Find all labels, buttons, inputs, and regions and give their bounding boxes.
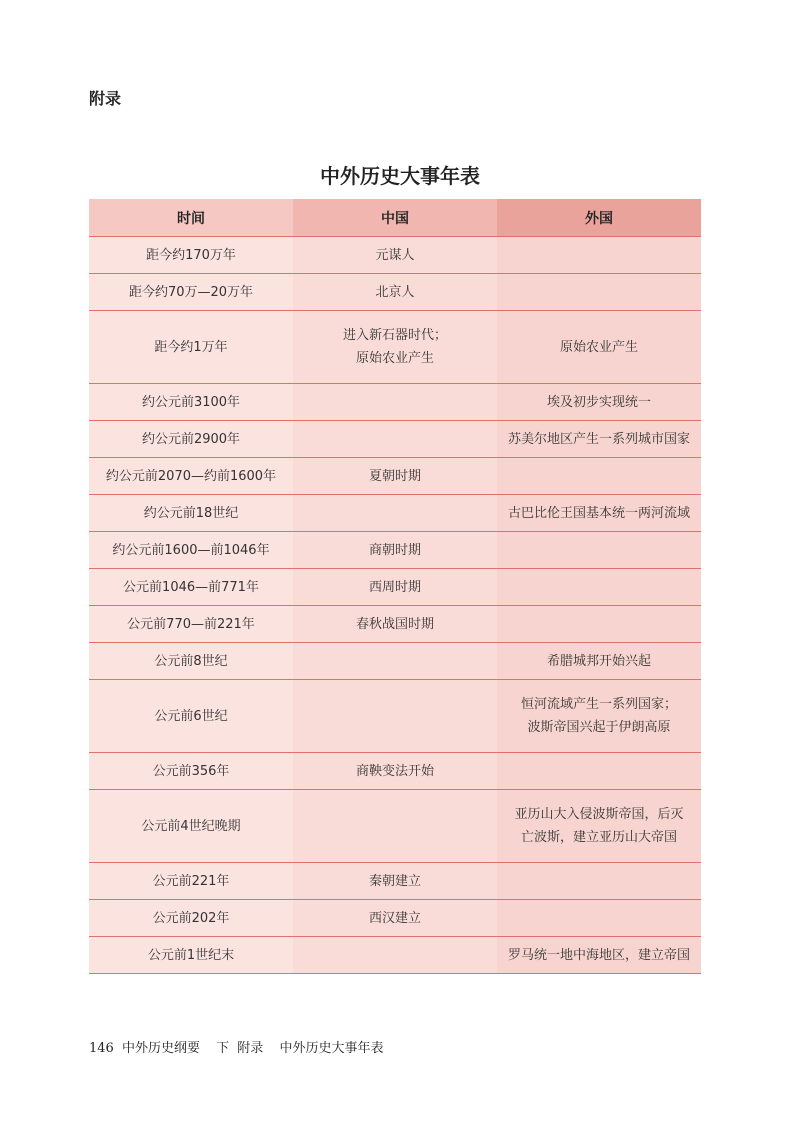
cell-foreign: [497, 606, 701, 643]
table-row: [89, 237, 701, 274]
cell-time: 公元前4世纪晚期: [89, 790, 293, 863]
cell-china: [293, 311, 497, 384]
table-row: [89, 863, 701, 900]
chronology-table: [89, 199, 701, 974]
cell-foreign-line: 恒河流域产生一系列国家；: [520, 697, 677, 712]
appendix-heading: 附录: [89, 89, 122, 108]
cell-foreign: [497, 863, 701, 900]
cell-time: 公元前202年: [89, 900, 293, 937]
cell-time: 公元前770—前221年: [89, 606, 293, 643]
cell-foreign-line: 原始农业产生: [559, 339, 638, 355]
cell-foreign: [497, 680, 701, 753]
table-row: [89, 753, 701, 790]
cell-foreign: [497, 900, 701, 937]
cell-foreign: [497, 937, 701, 974]
cell-foreign-line: 希腊城邦开始兴起: [546, 653, 651, 669]
cell-time: 公元前356年: [89, 753, 293, 790]
cell-time: 约公元前2900年: [89, 421, 293, 458]
cell-time: 约公元前1600—前1046年: [89, 532, 293, 569]
cell-foreign: [497, 311, 701, 384]
cell-china: [293, 680, 497, 753]
table-title: 中外历史大事年表: [320, 164, 480, 188]
cell-china: [293, 458, 497, 495]
cell-foreign-line: 亚历山大入侵波斯帝国，后灭: [514, 807, 684, 822]
table-row: [89, 311, 701, 384]
cell-china: [293, 937, 497, 974]
cell-china: [293, 384, 497, 421]
cell-time: 距今约1万年: [89, 311, 293, 384]
cell-china: [293, 606, 497, 643]
cell-foreign: [497, 753, 701, 790]
cell-china-line: 原始农业产生: [355, 351, 434, 366]
cell-china-line: 春秋战国时期: [355, 616, 434, 632]
cell-time: 公元前1世纪末: [89, 937, 293, 974]
cell-time: 公元前6世纪: [89, 680, 293, 753]
table-row: [89, 643, 701, 680]
cell-time: 公元前8世纪: [89, 643, 293, 680]
cell-foreign-line: 亡波斯，建立亚历山大帝国: [520, 830, 677, 845]
cell-china: [293, 753, 497, 790]
footer-volume: 下: [216, 1041, 230, 1056]
cell-china-line: 秦朝建立: [368, 873, 421, 889]
table-row: [89, 900, 701, 937]
cell-foreign: [497, 790, 701, 863]
cell-foreign: [497, 237, 701, 274]
table-row: [89, 495, 701, 532]
cell-china-line: 北京人: [375, 284, 415, 300]
cell-china: [293, 495, 497, 532]
column-header-china: 中国: [293, 199, 497, 237]
cell-time: 约公元前18世纪: [89, 495, 293, 532]
cell-time: 公元前1046—前771年: [89, 569, 293, 606]
cell-china-line: 元谋人: [375, 247, 415, 263]
column-header-foreign: 外国: [497, 199, 701, 237]
cell-foreign: [497, 569, 701, 606]
table-row: [89, 421, 701, 458]
page-footer: [89, 1037, 383, 1056]
table-row: [89, 790, 701, 863]
cell-china-line: 西汉建立: [368, 910, 421, 926]
table-row: [89, 274, 701, 311]
cell-time: 公元前221年: [89, 863, 293, 900]
cell-time: 约公元前3100年: [89, 384, 293, 421]
cell-foreign-line: 古巴比伦王国基本统一两河流域: [507, 505, 690, 521]
cell-china: [293, 643, 497, 680]
cell-foreign-line: 埃及初步实现统一: [546, 394, 651, 410]
cell-china: [293, 569, 497, 606]
cell-china: [293, 274, 497, 311]
cell-foreign: [497, 274, 701, 311]
cell-china: [293, 790, 497, 863]
table-row: [89, 606, 701, 643]
table-row: [89, 458, 701, 495]
table-header-row: [89, 199, 701, 237]
footer-section: 附录: [237, 1041, 264, 1056]
footer-chapter: 中外历史大事年表: [279, 1041, 384, 1056]
cell-china-line: 西周时期: [368, 579, 421, 595]
cell-foreign: [497, 458, 701, 495]
page-number: 146: [89, 1041, 114, 1056]
table-row: [89, 569, 701, 606]
cell-china: [293, 863, 497, 900]
table-row: [89, 937, 701, 974]
cell-foreign-line: 苏美尔地区产生一系列城市国家: [507, 431, 690, 447]
cell-foreign: [497, 643, 701, 680]
cell-china: [293, 900, 497, 937]
cell-foreign: [497, 495, 701, 532]
table-row: [89, 532, 701, 569]
cell-foreign: [497, 384, 701, 421]
cell-foreign: [497, 532, 701, 569]
cell-china: [293, 421, 497, 458]
cell-china: [293, 532, 497, 569]
cell-china: [293, 237, 497, 274]
cell-china-line: 夏朝时期: [368, 468, 421, 484]
cell-china-line: 商朝时期: [368, 542, 421, 558]
cell-foreign: [497, 421, 701, 458]
cell-china-line: 进入新石器时代；: [342, 328, 447, 343]
cell-time: 距今约170万年: [89, 237, 293, 274]
table-row: [89, 680, 701, 753]
footer-book-title: 中外历史纲要: [121, 1041, 200, 1056]
table-row: [89, 384, 701, 421]
cell-foreign-line: 波斯帝国兴起于伊朗高原: [527, 720, 671, 735]
column-header-time: 时间: [89, 199, 293, 237]
cell-time: 约公元前2070—约前1600年: [89, 458, 293, 495]
cell-time: 距今约70万—20万年: [89, 274, 293, 311]
cell-china-line: 商鞅变法开始: [355, 763, 434, 779]
cell-foreign-line: 罗马统一地中海地区，建立帝国: [507, 947, 690, 963]
